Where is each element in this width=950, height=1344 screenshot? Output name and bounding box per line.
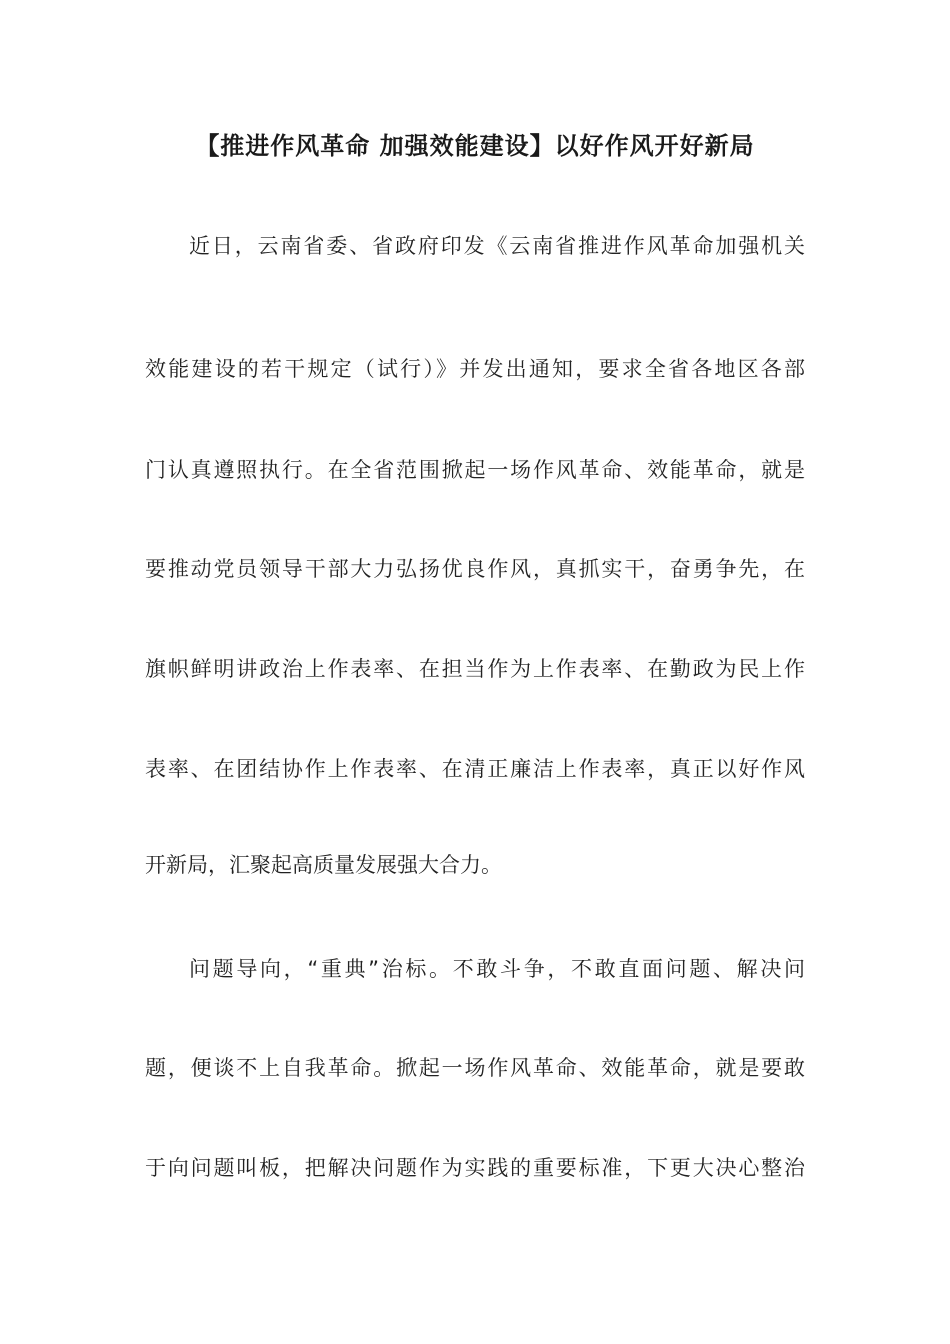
document-title: 【推进作风革命 加强效能建设】以好作风开好新局 (195, 132, 755, 160)
paragraph-2-line-3: 于向问题叫板，把解决问题作为实践的重要标准，下更大决心整治 (145, 1156, 805, 1180)
paragraph-1-line-5: 旗帜鲜明讲政治上作表率、在担当作为上作表率、在勤政为民上作 (145, 657, 805, 681)
paragraph-1-line-7: 开新局，汇聚起高质量发展强大合力。 (145, 853, 502, 877)
paragraph-1-line-1: 近日，云南省委、省政府印发《云南省推进作风革命加强机关 (189, 234, 805, 258)
paragraph-1-line-6: 表率、在团结协作上作表率、在清正廉洁上作表率，真正以好作风 (145, 757, 805, 781)
paragraph-1-line-2: 效能建设的若干规定（试行）》并发出通知，要求全省各地区各部 (145, 357, 805, 381)
paragraph-2-line-1: 问题导向，“重典”治标。不敢斗争，不敢直面问题、解决问 (189, 957, 805, 981)
paragraph-2-line-2: 题，便谈不上自我革命。掀起一场作风革命、效能革命，就是要敢 (145, 1056, 805, 1080)
paragraph-1-line-4: 要推动党员领导干部大力弘扬优良作风，真抓实干，奋勇争先，在 (145, 557, 805, 581)
paragraph-1-line-3: 门认真遵照执行。在全省范围掀起一场作风革命、效能革命，就是 (145, 458, 805, 482)
